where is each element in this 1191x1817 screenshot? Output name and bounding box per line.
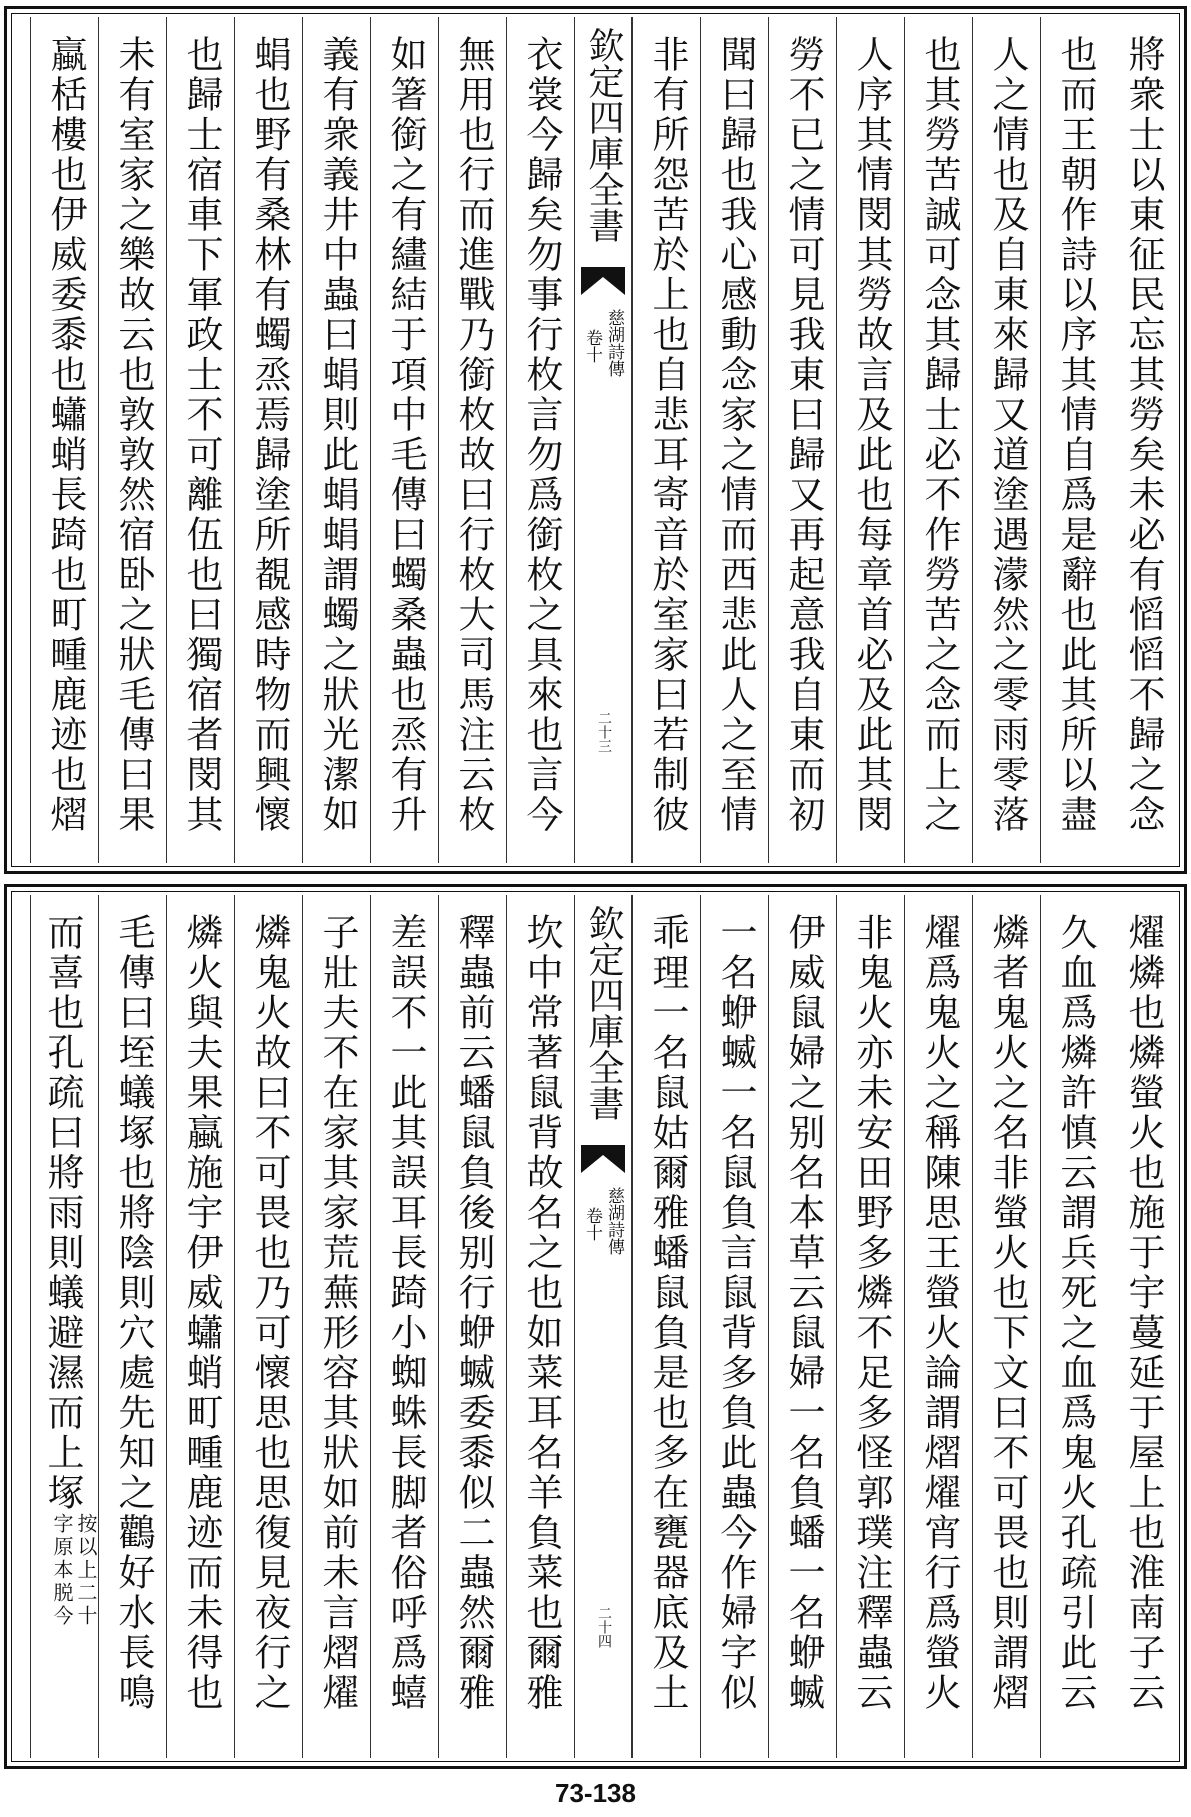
top-page xyxy=(4,6,1187,874)
top-columns xyxy=(15,17,1176,863)
text-column: 蜎也野有桑林有蠋烝焉歸塗所覩感時物而興懷 xyxy=(234,17,302,863)
center-margin xyxy=(574,17,632,863)
text-column: 義有衆義井中蟲曰蜎則此蜎蜎謂蠋之狀光潔如 xyxy=(302,17,370,863)
center-book-title: 慈湖詩傳 xyxy=(604,1187,624,1255)
bottom-page xyxy=(4,884,1187,1769)
text-column: 勞不已之情可見我東曰歸又再起意我自東而初 xyxy=(768,17,836,863)
text-column-main: 而喜也孔疏曰將雨則蟻避濕而上塚 xyxy=(41,913,84,1513)
text-column: 也其勞苦誠可念其歸士必不作勞苦之念而上之 xyxy=(904,17,972,863)
text-column: 差誤不一此其誤耳長踦小蜘蛛長脚者俗呼爲蟢 xyxy=(370,895,438,1758)
center-title: 欽定四庫全書 xyxy=(583,27,624,243)
text-column: 人之情也及自東來歸又道塗遇濛然之零雨零落 xyxy=(972,17,1040,863)
text-column-with-note xyxy=(30,895,98,1758)
annotation-note xyxy=(50,1513,98,1628)
text-column: 久血爲燐許慎云謂兵死之血爲鬼火孔疏引此云 xyxy=(1040,895,1108,1758)
text-column: 聞曰歸也我心感動念家之情而西悲此人之至情 xyxy=(700,17,768,863)
text-column: 伊威鼠婦之别名本草云鼠婦一名負蟠一名蛜蝛 xyxy=(768,895,836,1758)
text-column: 也歸士宿車下軍政士不可離伍也曰獨宿者閔其 xyxy=(166,17,234,863)
text-column: 燿燐也燐螢火也施于宇蔓延于屋上也淮南子云 xyxy=(1122,913,1165,1713)
text-column: 乖理一名鼠姑爾雅蟠鼠負是也多在甕器底及土 xyxy=(632,895,700,1758)
text-column: 如箸銜之有繣結于項中毛傳曰蠋桑蟲也烝有升 xyxy=(370,17,438,863)
text-column: 燐鬼火故曰不可畏也乃可懷思也思復見夜行之 xyxy=(234,895,302,1758)
annotation-note-line: 字原本脱今 xyxy=(50,1513,74,1628)
bottom-columns xyxy=(15,895,1176,1758)
text-column: 燿爲鬼火之稱陳思王螢火論謂熠燿宵行爲螢火 xyxy=(904,895,972,1758)
text-column: 將衆士以東征民忘其勞矣未必有慆慆不歸之念 xyxy=(1122,35,1165,835)
text-column: 蠃栝樓也伊威委黍也蠨蛸長踦也町畽鹿迹也熠 xyxy=(30,17,98,863)
text-column: 子壯夫不在家其家荒蕪形容其狀如前未言熠燿 xyxy=(302,895,370,1758)
fishtail-ornament xyxy=(581,1145,625,1173)
text-column: 無用也行而進戰乃銜枚故曰行枚大司馬注云枚 xyxy=(438,17,506,863)
text-column: 燐火與夫果蠃施宇伊威蠨蛸町畽鹿迹而未得也 xyxy=(166,895,234,1758)
text-column: 人序其情閔其勞故言及此也每章首必及此其閔 xyxy=(836,17,904,863)
center-volume: 卷十 xyxy=(582,1207,602,1241)
fishtail-ornament xyxy=(581,267,625,295)
center-page-number: 二十三 xyxy=(596,711,612,753)
text-column: 燐者鬼火之名非螢火也下文曰不可畏也則謂熠 xyxy=(972,895,1040,1758)
footer-page-id: 73-138 xyxy=(555,1778,636,1808)
annotation-note-line: 按以上二十 xyxy=(74,1513,98,1628)
text-column: 未有室家之樂故云也敦敦然宿卧之狀毛傳曰果 xyxy=(98,17,166,863)
text-column: 非鬼火亦未安田野多燐不足多怪郭璞注釋蟲云 xyxy=(836,895,904,1758)
text-column: 坎中常著鼠背故名之也如菜耳名羊負菜也爾雅 xyxy=(506,895,574,1758)
center-volume: 卷十 xyxy=(582,329,602,363)
text-column: 毛傳曰垤蟻塚也將陰則穴處先知之鸛好水長鳴 xyxy=(98,895,166,1758)
center-page-number: 二十四 xyxy=(596,1606,612,1648)
text-column: 衣裳今歸矣勿事行枚言勿爲銜枚之具來也言今 xyxy=(506,17,574,863)
center-margin xyxy=(574,895,632,1758)
text-column: 也而王朝作詩以序其情自爲是辭也此其所以盡 xyxy=(1040,17,1108,863)
text-column: 釋蟲前云蟠鼠負後别行蛜蝛委黍似二蟲然爾雅 xyxy=(438,895,506,1758)
center-title: 欽定四庫全書 xyxy=(583,905,624,1121)
text-column: 非有所怨苦於上也自悲耳寄音於室家曰若制彼 xyxy=(632,17,700,863)
center-book-title: 慈湖詩傳 xyxy=(604,309,624,377)
text-column: 一名蛜蝛一名鼠負言鼠背多負此蟲今作婦字似 xyxy=(700,895,768,1758)
